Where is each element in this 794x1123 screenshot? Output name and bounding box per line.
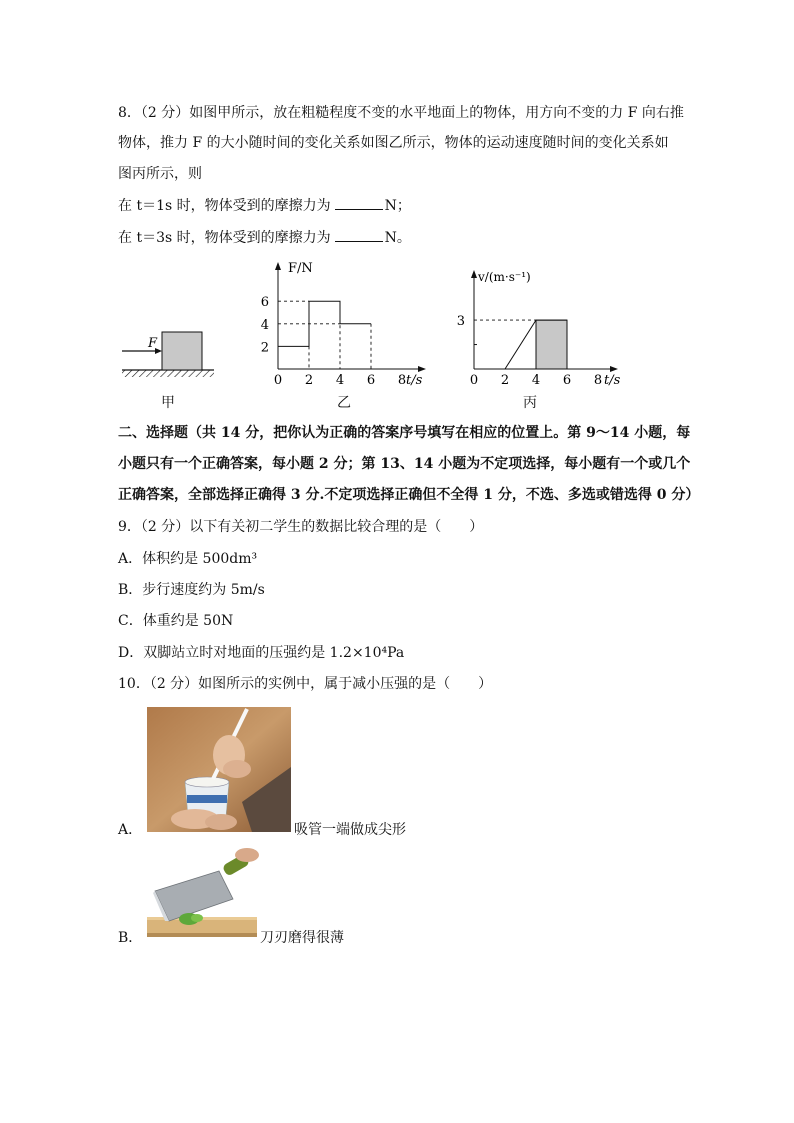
q9-option-c[interactable]: C．体重约是 50N bbox=[118, 613, 234, 629]
caption-jia: 甲 bbox=[161, 395, 175, 411]
chart-bing bbox=[456, 262, 634, 389]
section2-line1: 二、选择题（共 14 分，把你认为正确的答案序号填写在相应的位置上。第 9～14 小题，每 bbox=[118, 425, 691, 441]
q9-option-a[interactable]: A．体积约是 500dm³ bbox=[118, 551, 258, 567]
answer-blank-1[interactable] bbox=[335, 195, 383, 210]
y-tick-label-4: 4 bbox=[260, 317, 269, 333]
x-tick-label-6: 6 bbox=[366, 373, 376, 388]
shaded-region bbox=[536, 320, 567, 369]
straw-cup-image bbox=[147, 707, 291, 832]
q10-stem: 10．（2 分）如图所示的实例中，属于减小压强的是（ ） bbox=[118, 676, 493, 692]
y-axis-label: v/(m·s⁻¹) bbox=[478, 270, 531, 284]
q9-option-d[interactable]: D．双脚站立时对地面的压强约是 1.2×10⁴Pa bbox=[118, 645, 405, 661]
q8-line1: 8．（2 分）如图甲所示，放在粗糙程度不变的水平地面上的物体，用方向不变的力 F 向右推 bbox=[118, 105, 684, 121]
force-label: F bbox=[148, 336, 158, 351]
caption-yi: 乙 bbox=[337, 395, 351, 411]
knife-image bbox=[147, 849, 257, 941]
q9-option-b[interactable]: B．步行速度约为 5m/s bbox=[118, 582, 265, 598]
y-axis-label: F/N bbox=[288, 261, 313, 276]
q10-option-a-text: 吸管一端做成尖形 bbox=[294, 822, 406, 838]
x-tick-label-2: 2 bbox=[304, 373, 314, 388]
q8-blank2-line bbox=[118, 227, 411, 248]
caption-bing: 丙 bbox=[523, 395, 537, 411]
q9-stem: 9．（2 分）以下有关初二学生的数据比较合理的是（ ） bbox=[118, 519, 484, 535]
x-axis-arrow bbox=[418, 366, 426, 372]
q8-blank2-suffix: N。 bbox=[384, 230, 411, 246]
figure-jia bbox=[118, 320, 218, 382]
q8-line2: 物体，推力 F 的大小随时间的变化关系如图乙所示，物体的运动速度随时间的变化关系如 bbox=[118, 135, 669, 151]
q10-option-b-text: 刀刃磨得很薄 bbox=[260, 930, 344, 946]
x-tick-label-4: 4 bbox=[335, 373, 345, 388]
y-tick-label-3: 3 bbox=[456, 314, 465, 330]
q8-blank2-prefix: 在 t＝3s 时，物体受到的摩擦力为 bbox=[118, 230, 331, 246]
ground-hatch bbox=[122, 370, 214, 377]
q10-option-b-letter[interactable]: B． bbox=[118, 930, 143, 946]
x-tick-label-6: 6 bbox=[562, 373, 572, 388]
y-tick-label-2: 2 bbox=[260, 340, 269, 356]
x-tick-label-4: 4 bbox=[531, 373, 541, 388]
photo-knife bbox=[147, 849, 257, 941]
q10-option-a-letter[interactable]: A． bbox=[118, 822, 143, 838]
q8-blank1-line bbox=[118, 195, 411, 216]
q8-line3: 图丙所示，则 bbox=[118, 166, 202, 182]
x-tick-label-8: 8 bbox=[593, 373, 603, 388]
q8-blank1-suffix: N； bbox=[384, 198, 411, 214]
x-tick-label-8: 8 bbox=[397, 373, 407, 388]
x-tick-label-0: 0 bbox=[469, 373, 479, 388]
y-tick-label-6: 6 bbox=[260, 295, 269, 311]
section2-line3: 正确答案，全部选择正确得 3 分.不定项选择正确但不全得 1 分，不选、多选或错选得 0 分） bbox=[118, 487, 700, 503]
section2-line2: 小题只有一个正确答案，每小题 2 分；第 13、14 小题为不定项选择，每小题有一个或几个 bbox=[118, 456, 691, 472]
x-tick-label-2: 2 bbox=[500, 373, 510, 388]
answer-blank-2[interactable] bbox=[335, 227, 383, 242]
x-axis-arrow bbox=[610, 366, 618, 372]
y-axis-arrow bbox=[471, 270, 477, 278]
x-tick-label-0: 0 bbox=[273, 373, 283, 388]
block bbox=[162, 332, 202, 370]
q8-blank1-prefix: 在 t＝1s 时，物体受到的摩擦力为 bbox=[118, 198, 331, 214]
photo-straw-cup bbox=[147, 707, 291, 832]
chart-yi bbox=[262, 254, 440, 389]
x-axis-label: t/s bbox=[406, 373, 423, 388]
x-axis-label: t/s bbox=[604, 373, 621, 388]
y-axis-arrow bbox=[275, 262, 281, 270]
